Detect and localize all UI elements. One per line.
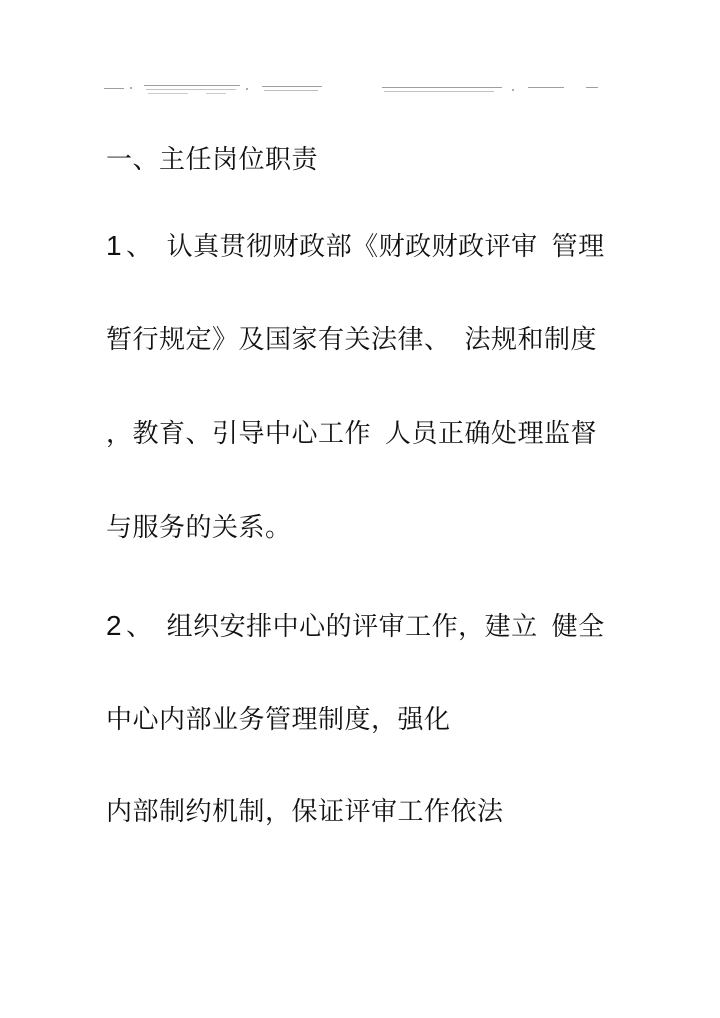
heading-text: 一、主任岗位职责 xyxy=(106,145,319,175)
item2-mark: 、 xyxy=(126,612,153,642)
item1-line3 xyxy=(106,418,597,450)
item2-line1-part1: 组织安排中心的评审工作，建立 xyxy=(166,612,538,642)
item1-number: 1 xyxy=(106,230,123,261)
item1-line3-part1: ，教育、引导中心工作 xyxy=(106,419,372,449)
item2-line1 xyxy=(106,610,605,643)
item1-line1-part2: 管理 xyxy=(551,232,605,262)
item2-line1-part2: 健全 xyxy=(551,612,605,642)
section-heading xyxy=(106,144,318,176)
item1-line4 xyxy=(106,512,292,544)
header-scan-artifacts xyxy=(100,80,600,96)
item2-line3 xyxy=(106,796,504,828)
item2-line2-text: 中心内部业务管理制度，强化 xyxy=(106,705,451,735)
item1-line2-part1: 暂行规定》及国家有关法律、 xyxy=(106,325,451,355)
item1-mark: 、 xyxy=(126,232,153,262)
item2-number: 2 xyxy=(106,610,123,641)
item1-line2 xyxy=(106,324,597,356)
item1-line1 xyxy=(106,230,605,263)
item1-line3-part2: 人员正确处理监督 xyxy=(385,419,598,449)
item1-line4-text: 与服务的关系。 xyxy=(106,513,292,543)
item1-line2-part2: 法规和制度 xyxy=(464,325,598,355)
item2-line3-text: 内部制约机制，保证评审工作依法 xyxy=(106,797,504,827)
item2-line2 xyxy=(106,704,451,736)
item1-line1-part1: 认真贯彻财政部《财政财政评审 xyxy=(166,232,538,262)
